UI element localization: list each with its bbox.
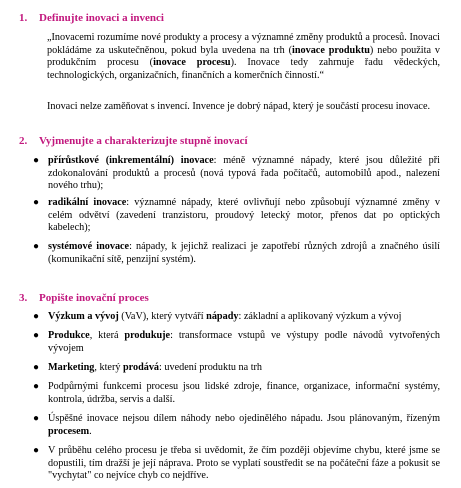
- section-1-heading: [19, 12, 164, 25]
- section-2-heading: [19, 135, 248, 148]
- bullet-icon: ●: [33, 155, 40, 166]
- section-2-number: 2.: [19, 135, 28, 147]
- section-1-number: 1.: [19, 12, 28, 24]
- section-1-paragraph-invention: Inovaci nelze zaměňovat s invencí. Invence je dobrý nápad, který je součástí procesu inovace.: [47, 101, 431, 112]
- section-3-number: 3.: [19, 292, 28, 304]
- bullet-icon: ●: [33, 381, 40, 392]
- list-item-support-functions: ● Podpůrnými funkcemi procesu jsou lidské zdroje, finance, organizace, informační systémy, kontrola, údržba, servis a další.: [33, 381, 440, 405]
- list-item-planned-process: ● Úspěšné inovace nejsou dílem náhody nebo ojedinělého nápadu. Jsou plánovaným, řízeným procesem.: [33, 413, 440, 437]
- bullet-icon: ●: [33, 311, 40, 322]
- list-item-marketing: ● Marketing, který prodává: uvedení produktu na trh: [33, 362, 263, 373]
- section-3-heading: [19, 292, 149, 305]
- bullet-icon: ●: [33, 445, 40, 456]
- list-item-systemic: ● systémové inovace: nápady, k jejichž realizaci je zapotřebí různých zdrojů a značného úsilí (komunikační sítě, penzijní systém).: [33, 241, 440, 265]
- list-item-research: ● Výzkum a vývoj (VaV), který vytváří nápady: základní a aplikovaný výzkum a vývoj: [33, 311, 402, 322]
- section-1-quote: „Inovacemi rozumíme nové produkty a procesy a významné změny produktů a procesů. Inovaci pokládáme za uskutečněnou, pokud byla uvedena na trh (inovace produktu) nebo použita v produkčním procesu (inovace procesu). Inovace tedy zahrnuje řadu vědeckých, technologických, organizačních, finančních a komerčních činností.“: [47, 32, 441, 81]
- section-1-title: Definujte inovaci a invenci: [39, 12, 164, 24]
- bullet-icon: ●: [33, 197, 40, 208]
- bullet-icon: ●: [33, 330, 40, 341]
- list-item-production: ● Produkce, která produkuje: transformace vstupů ve výstupy podle návodů vytvořených vývojem: [33, 330, 440, 354]
- section-2-title: Vyjmenujte a charakterizujte stupně inovací: [39, 135, 248, 147]
- list-item-error-cost: ● V průběhu celého procesu je třeba si uvědomit, že čím později objevíme chybu, které jsme se dopustili, tím dražší je její náprava. Proto se vyplatí soustředit se na počáteční fáze a pokusit se "vychytat" co nejvíce chyb co nejdříve.: [33, 445, 440, 482]
- bullet-icon: ●: [33, 362, 40, 373]
- list-item-incremental: ● přírůstkové (inkrementální) inovace: méně významné nápady, které jsou důležité při zdokonalování produktů a procesů (nová typová řada počítačů, automobilů apod., nalezení nového trhu);: [33, 155, 440, 192]
- bullet-icon: ●: [33, 241, 40, 252]
- bullet-icon: ●: [33, 413, 40, 424]
- section-3-title: Popište inovační proces: [39, 292, 149, 304]
- list-item-radical: ● radikální inovace: významné nápady, které ovlivňují nebo způsobují významné změny v celém odvětví (zavedení tranzistoru, proudový letecký motor, přenos dat po optických kabelech);: [33, 197, 440, 234]
